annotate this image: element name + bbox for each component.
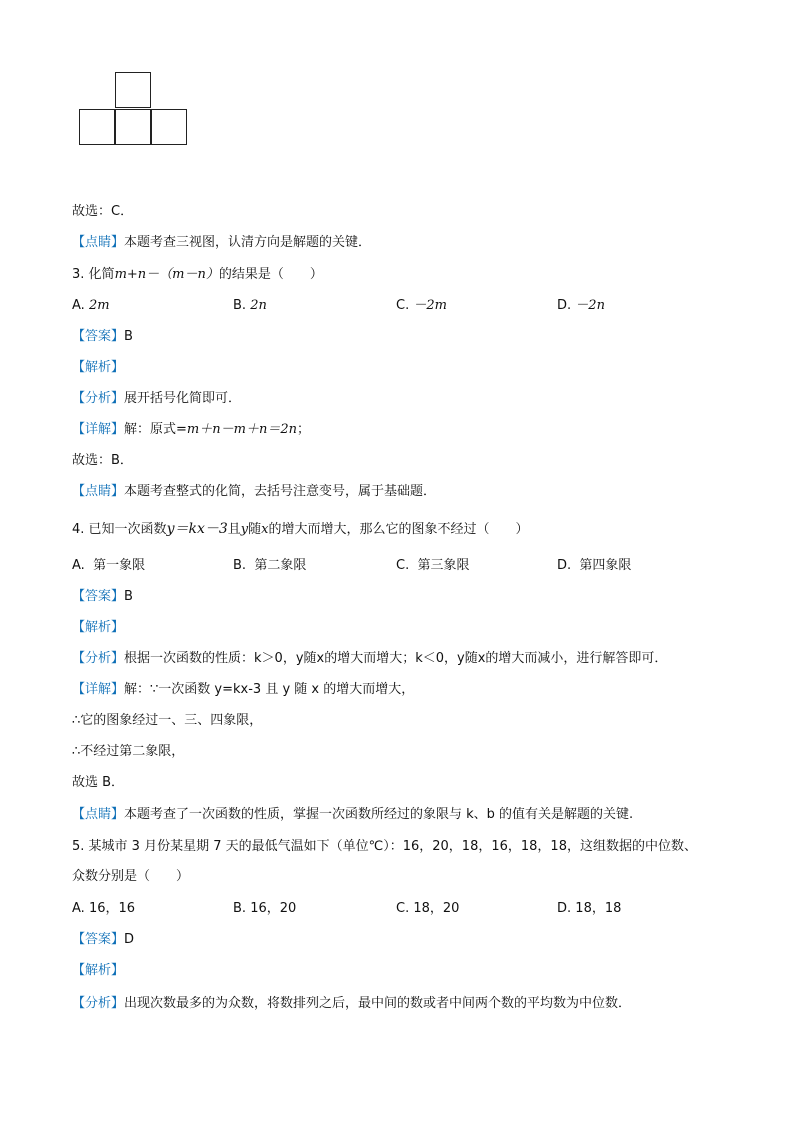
q2-comment: [72, 234, 371, 252]
q3-comment: 【点睛】本题考查整式的化简，去括号注意变号，属于基础题．: [72, 484, 437, 499]
comment-text: 本题考查三视图，认清方向是解题的关键．: [124, 235, 372, 250]
q4-answer-line: 故选 B．: [72, 775, 125, 790]
q5-option-a: A. 16，16: [72, 901, 136, 916]
figure-square-middle: [115, 109, 151, 145]
q5-option-c: C. 18，20: [396, 901, 460, 916]
q3-analysis-heading: 【解析】: [72, 360, 125, 375]
q3-option-b: B. 2n: [233, 298, 267, 313]
figure-square-left: [79, 109, 115, 145]
q5-analysis-heading: 【解析】: [72, 963, 125, 978]
question-number: 4.: [72, 522, 85, 537]
q3-answer: [72, 328, 133, 346]
answer-tag: 【答案】: [72, 329, 125, 344]
stem-expression: y＝kx－3: [166, 521, 228, 537]
q5-stem-line-2: 众数分别是（ ）: [72, 869, 190, 884]
q3-answer-line: 故选：B．: [72, 453, 133, 468]
q3-analyze: 【分析】展开括号化简即可．: [72, 391, 242, 406]
q4-answer: 【答案】B: [72, 589, 133, 604]
q3-option-d: D. －2n: [557, 298, 605, 313]
figure-square-top: [115, 72, 151, 108]
detail-expression: m＋n－m＋n＝2n: [186, 422, 297, 437]
three-view-figure: [78, 72, 190, 150]
comment-tag: 【点睛】: [72, 235, 125, 250]
q4-comment: 【点睛】本题考查了一次函数的性质，掌握一次函数所经过的象限与 k、b 的值有关是解题的关键.: [72, 807, 634, 822]
q4-option-b: B. 第二象限: [233, 558, 307, 573]
q4-step-2: ∴不经过第二象限，: [72, 744, 185, 759]
question-number: 3.: [72, 267, 85, 282]
q4-detail: 【详解】解：∵一次函数 y=kx-3 且 y 随 x 的增大而增大，: [72, 682, 415, 697]
q4-option-c: C. 第三象限: [396, 558, 470, 573]
q3-option-c: C. －2m: [396, 298, 447, 313]
q4-option-a: A. 第一象限: [72, 558, 146, 573]
q4-analyze: 【分析】根据一次函数的性质：k＞0，y随x的增大而增大；k＜0，y随x的增大而减小，进行解答即可．: [72, 651, 668, 666]
q4-option-d: D. 第四象限: [557, 558, 632, 573]
q4-analysis-heading: 【解析】: [72, 620, 125, 635]
stem-text: 化简: [88, 267, 115, 282]
q5-analyze: 【分析】出现次数最多的为众数，将数排列之后，最中间的数或者中间两个数的平均数为中位数．: [72, 996, 632, 1011]
q5-answer: 【答案】D: [72, 932, 135, 947]
q3-stem: [72, 266, 323, 284]
question-number: 5.: [72, 839, 85, 854]
q3-detail: 【详解】解：原式=m＋n－m＋n＝2n；: [72, 422, 310, 437]
q3-option-a: A. 2m: [72, 298, 110, 313]
q2-answer-line: 故选：C．: [72, 204, 134, 219]
q4-step-1: ∴它的图象经过一、三、四象限，: [72, 713, 263, 728]
answer-value: B: [124, 329, 133, 344]
q4-stem: 4. 已知一次函数y＝kx－3且y随x的增大而增大，那么它的图象不经过（ ）: [72, 521, 529, 537]
q5-stem-line-1: 5. 某城市 3 月份某星期 7 天的最低气温如下（单位℃）：16，20，18，16，18，18，这组数据的中位数、: [72, 839, 697, 854]
figure-square-right: [151, 109, 187, 145]
stem-expression: m+n－（m－n）: [114, 267, 219, 282]
q5-option-b: B. 16，20: [233, 901, 297, 916]
stem-text: 的结果是（ ）: [218, 267, 323, 282]
q5-option-d: D. 18，18: [557, 901, 622, 916]
